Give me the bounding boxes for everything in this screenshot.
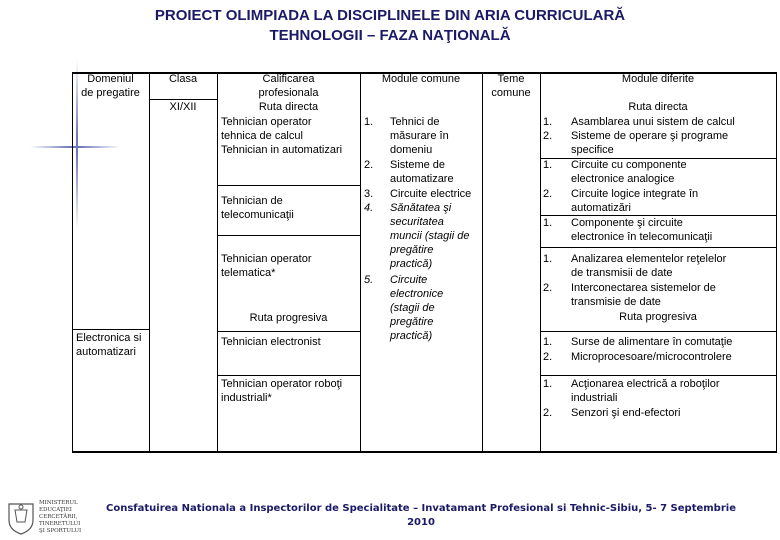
list-item-number: 1. [543,217,553,229]
list-item-number: 2. [543,351,553,363]
list-item-number: 5. [364,274,374,286]
list-item: Sănătatea şi securitatea muncii (stagii de pregătire practică) [390,202,470,270]
qualification-telecomunicatii: Tehnician de telecomunicaţii [221,195,294,221]
page-title-line2: TEHNOLOGII – FAZA NAŢIONALĂ [269,27,511,44]
header-clasa: Clasa [168,73,198,85]
qualification-roboti: Tehnician operator roboţi industriali* [221,378,343,404]
domain-value: Electronica si automatizari [76,332,142,358]
list-item: Acţionarea electrică a roboţilor industriali [571,378,720,404]
list-item: Interconectarea sistemelor de transmisie de date [571,282,716,308]
list-item-number: 4. [364,202,374,214]
qualification-electronist: Tehnician electronist [221,336,321,348]
list-item-number: 1. [543,336,553,348]
list-item-number: 1. [543,378,553,390]
list-item: Microprocesoare/microcontrolere [571,351,732,363]
list-item-number: 3. [364,188,374,200]
list-item-number: 2. [364,159,374,171]
list-item: Sisteme de automatizare [390,159,454,185]
list-item-number: 1. [543,253,553,265]
ruta-directa-label-diferite: Ruta directa [628,101,688,113]
page-title-line1: PROIECT OLIMPIADA LA DISCIPLINELE DIN ARIA CURRICULARĂ [154,7,626,24]
list-item-number: 2. [543,130,553,142]
list-item-number: 1. [543,159,553,171]
header-module-diferite: Module diferite [621,73,695,85]
ministry-crest-icon [6,498,36,536]
list-item-number: 2. [543,188,553,200]
list-item: Asamblarea unui sistem de calcul [571,116,735,128]
header-domeniul: Domeniul de pregatire [81,73,140,99]
list-item: Circuite electronice (stagii de pregătire practică) [390,274,444,342]
footer-caption: Consfatuirea Nationala a Inspectorilor de Specialitate – Invatamant Profesional si Tehnic-Sibiu, 5- 7 Septembrie 2010 [106,503,736,528]
list-item: Surse de alimentare în comutaţie [571,336,733,348]
list-item-number: 2. [543,282,553,294]
qualification-telematica: Tehnician operator telematica* [221,253,312,279]
header-module-comune: Module comune [381,73,461,85]
list-item-number: 2. [543,407,553,419]
list-item: Circuite cu componente electronice analogice [571,159,687,185]
list-item: Componente şi circuite electronice în telecomunicaţii [571,217,713,243]
list-item: Senzori şi end-efectori [571,407,681,419]
list-item: Sisteme de operare şi programe specifice [571,130,729,156]
ruta-directa-label: Ruta directa [258,101,319,113]
ruta-progresiva-label: Ruta progresiva [249,312,328,324]
ministry-logo-text: MINISTERUL EDUCAŢIEI CERCETĂRII, TINERETULUI ŞI SPORTULUI [39,500,82,534]
decorative-star-horizontal [30,146,120,148]
ruta-progresiva-label-diferite: Ruta progresiva [619,311,697,323]
list-item: Circuite electrice [390,188,472,200]
header-teme-comune: Teme comune [491,73,531,99]
list-item-number: 1. [543,116,553,128]
list-item-number: 1. [364,116,374,128]
list-item: Analizarea elementelor reţelelor de transmisii de date [571,253,727,279]
list-item: Circuite logice integrate în automatizări [571,188,699,214]
clasa-value: XI/XII [169,101,197,113]
list-item: Tehnici de măsurare în domeniu [390,116,449,156]
qualification-tehnica-calcul-automatizari: Tehnician operator tehnica de calcul Tehnician in automatizari [221,116,343,156]
header-calificarea: Calificarea profesionala [258,73,319,99]
